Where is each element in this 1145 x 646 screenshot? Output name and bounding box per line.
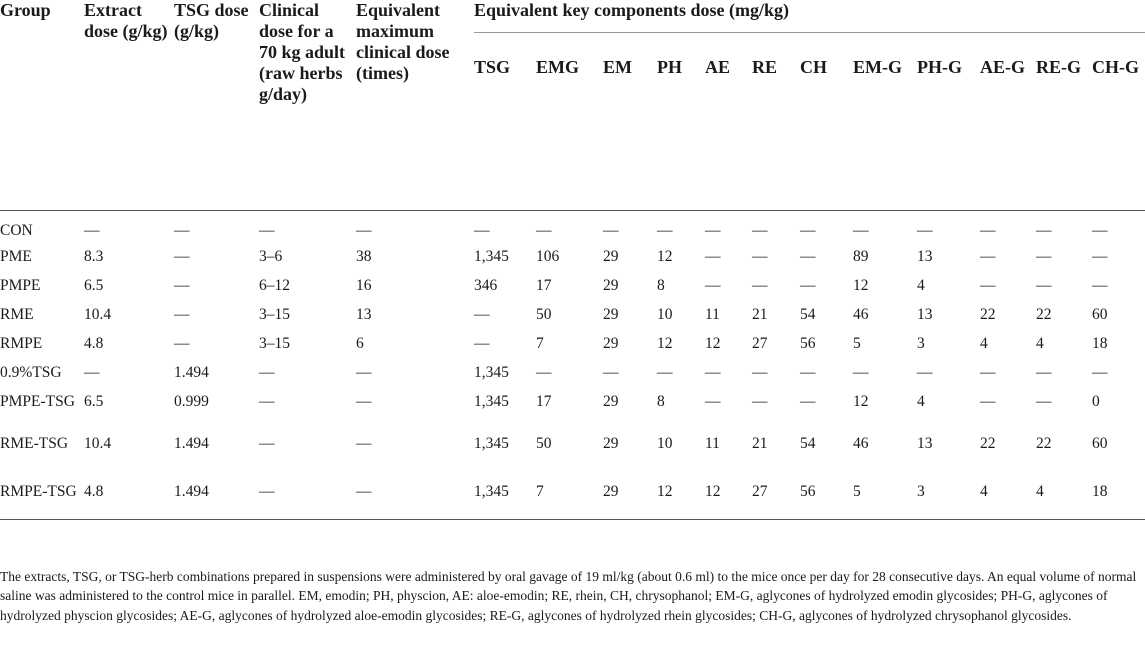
table-cell: 29 [603, 305, 619, 323]
table-cell: — [536, 221, 552, 239]
table-cell: 29 [603, 392, 619, 410]
header-clinical-dose: Clinical dose for a 70 kg adult (raw herbs g/day) [259, 0, 356, 210]
table-cell: 18 [1092, 476, 1145, 520]
table-cell: — [1092, 221, 1108, 239]
table-cell: 38 [356, 247, 372, 265]
table-cell: 5 [853, 334, 861, 352]
table-cell: 4 [1036, 334, 1044, 352]
table-cell: — [853, 363, 869, 381]
table-cell: 50 [536, 305, 552, 323]
table-cell: 13 [356, 305, 372, 323]
table-cell: 7 [536, 334, 544, 352]
table-cell: 60 [1092, 434, 1108, 452]
row-group-cell: RMPE-TSG [0, 476, 84, 520]
table-cell: — [1092, 363, 1108, 381]
header-component-ae: AE [705, 32, 752, 210]
table-cell: — [356, 221, 372, 239]
table-cell: 29 [603, 434, 619, 452]
table-cell: 1.494 [174, 476, 259, 520]
table-row [0, 210, 1145, 241]
table-cell: 4 [980, 476, 1036, 520]
table-cell: — [84, 221, 100, 239]
table-cell: 22 [980, 305, 996, 323]
table-cell: 1.494 [174, 434, 209, 452]
table-cell: 11 [705, 434, 720, 452]
header-component-ph-g: PH-G [917, 32, 980, 210]
header-component-tsg: TSG [474, 32, 536, 210]
table-cell: 50 [536, 434, 552, 452]
row-group-cell: PMPE [0, 276, 41, 294]
table-cell: — [259, 363, 275, 381]
table-cell: — [752, 392, 768, 410]
table-cell: 27 [752, 334, 768, 352]
header-tsg-dose: TSG dose (g/kg) [174, 0, 259, 210]
table-cell: 13 [917, 247, 933, 265]
table-cell: — [980, 363, 996, 381]
table-cell: — [752, 276, 768, 294]
table-cell: 22 [980, 434, 996, 452]
table-cell: 10.4 [84, 305, 112, 323]
table-cell: — [800, 221, 816, 239]
table-cell: 60 [1092, 305, 1108, 323]
row-group-cell: RME [0, 305, 34, 323]
table-cell: — [1092, 276, 1108, 294]
row-group-cell: PMPE-TSG [0, 392, 75, 410]
table-cell: — [474, 334, 490, 352]
table-cell: 56 [800, 334, 816, 352]
table-cell: 29 [603, 476, 657, 520]
table-row [0, 299, 1145, 328]
table-cell: 10 [657, 434, 673, 452]
table-cell: — [356, 476, 474, 520]
table-cell: 12 [705, 334, 721, 352]
header-component-em: EM [603, 32, 657, 210]
table-cell: — [980, 276, 996, 294]
header-component-ch: CH [800, 32, 853, 210]
table-cell: — [752, 363, 768, 381]
table-cell: 3 [917, 334, 925, 352]
table-cell: 4 [980, 334, 988, 352]
table-cell: 46 [853, 305, 869, 323]
table-cell: 8 [657, 276, 665, 294]
table-cell: — [174, 305, 190, 323]
table-cell: 106 [536, 247, 560, 265]
table-cell: 7 [536, 476, 603, 520]
table-cell: — [174, 221, 190, 239]
table-cell: — [603, 363, 619, 381]
table-cell: — [752, 221, 768, 239]
table-cell: 27 [752, 476, 800, 520]
table-cell: — [356, 363, 372, 381]
table-cell: 12 [657, 334, 673, 352]
table-cell: — [259, 221, 275, 239]
table-cell: — [259, 392, 275, 410]
table-cell: — [356, 434, 372, 452]
table-cell: 1,345 [474, 247, 509, 265]
table-cell: 3–15 [259, 305, 290, 323]
header-component-ch-g: CH-G [1092, 32, 1145, 210]
table-cell: 4.8 [84, 476, 174, 520]
table-cell: — [356, 392, 372, 410]
table-row [0, 270, 1145, 299]
header-group: Group [0, 0, 84, 210]
table-cell: 1,345 [474, 434, 509, 452]
table-cell: — [1092, 247, 1108, 265]
table-cell: 13 [917, 305, 933, 323]
table-cell: 10.4 [84, 434, 112, 452]
table-cell: — [853, 221, 869, 239]
table-cell: 8.3 [84, 247, 104, 265]
table-cell: — [536, 363, 552, 381]
table-cell: — [800, 247, 816, 265]
table-cell: — [84, 363, 100, 381]
table-cell: 5 [853, 476, 917, 520]
header-component-re: RE [752, 32, 800, 210]
table-cell: — [705, 363, 721, 381]
table-cell: — [657, 363, 673, 381]
table-cell: 3 [917, 476, 980, 520]
table-cell: 12 [657, 476, 705, 520]
table-cell: 54 [800, 434, 816, 452]
table-cell: — [917, 221, 933, 239]
table-cell: — [800, 363, 816, 381]
table-cell: 22 [1036, 434, 1052, 452]
table-cell: — [174, 276, 190, 294]
table-cell: 56 [800, 476, 853, 520]
table-cell: — [259, 434, 275, 452]
table-cell: 29 [603, 334, 619, 352]
table-cell: 46 [853, 434, 869, 452]
header-component-emg: EMG [536, 32, 603, 210]
row-group-cell: 0.9%TSG [0, 363, 62, 381]
table-cell: — [800, 276, 816, 294]
table-cell: — [1036, 392, 1052, 410]
table-cell: — [980, 392, 996, 410]
table-cell: 3–15 [259, 334, 290, 352]
table-cell: 12 [657, 247, 673, 265]
table-cell: — [752, 247, 768, 265]
table-cell: 1,345 [474, 476, 536, 520]
table-row [0, 241, 1145, 270]
table-row [0, 357, 1145, 386]
table-cell: 22 [1036, 305, 1052, 323]
table-cell: 1.494 [174, 363, 209, 381]
table-cell: — [705, 247, 721, 265]
table-cell: — [917, 363, 933, 381]
header-equivalent-max-dose: Equivalent maximum clinical dose (times) [356, 0, 474, 210]
table-cell: — [603, 221, 619, 239]
header-component-em-g: EM-G [853, 32, 917, 210]
table-cell: 12 [853, 276, 869, 294]
table-cell: 54 [800, 305, 816, 323]
table-cell: 4 [1036, 476, 1092, 520]
table-cell: 13 [917, 434, 933, 452]
header-extract-dose: Extract dose (g/kg) [84, 0, 174, 210]
table-cell: 6.5 [84, 392, 104, 410]
table-cell: — [1036, 247, 1052, 265]
table-cell: 16 [356, 276, 372, 294]
table-cell: 346 [474, 276, 498, 294]
table-row [0, 476, 1145, 520]
row-group-cell: CON [0, 221, 33, 239]
row-group-cell: PME [0, 247, 32, 265]
table-cell: 11 [705, 305, 720, 323]
table-cell: — [174, 247, 190, 265]
table-cell: 1,345 [474, 392, 509, 410]
table-cell: 4 [917, 392, 925, 410]
table-row [0, 328, 1145, 357]
table-cell: — [657, 221, 673, 239]
row-group-cell: RME-TSG [0, 434, 69, 452]
table-row [0, 386, 1145, 428]
table-cell: — [1036, 363, 1052, 381]
table-cell: 1,345 [474, 363, 509, 381]
table-cell: — [800, 392, 816, 410]
table-cell: 4.8 [84, 334, 104, 352]
table-cell: 89 [853, 247, 869, 265]
table-cell: 6 [356, 334, 364, 352]
table-cell: 0.999 [174, 392, 209, 410]
table-cell: 3–6 [259, 247, 283, 265]
table-cell: — [705, 392, 721, 410]
table-cell: — [174, 334, 190, 352]
table-cell: 17 [536, 392, 552, 410]
table-cell: — [474, 221, 490, 239]
table-cell: — [705, 221, 721, 239]
table-footnote: The extracts, TSG, or TSG-herb combinations prepared in suspensions were administered by oral gavage of 19 ml/kg (about 0.6 ml) to the mice once per day for 28 consecutive days. An equal volume of normal saline was administered to the control mice in parallel. EM, emodin; PH, physcion, AE: aloe-emodin; RE, rhein, CH, chrysophanol; EM-G, aglycones of hydrolyzed emodin glycosides; PH-G, aglycones of hydrolyzed physcion glycosides; AE-G, aglycones of hydrolyzed aloe-emodin glycosides; RE-G, aglycones of hydrolyzed rhein glycosides; CH-G, aglycones of hydrolyzed chrysophanol glycosides. [0, 569, 1137, 623]
table-cell: — [980, 247, 996, 265]
table-cell: 12 [705, 476, 752, 520]
table-row [0, 428, 1145, 476]
header-component-ae-g: AE-G [980, 32, 1036, 210]
table-cell: 6.5 [84, 276, 104, 294]
row-group-cell: RMPE [0, 334, 43, 352]
table-cell: 12 [853, 392, 869, 410]
table-cell: — [1036, 221, 1052, 239]
table-cell: 10 [657, 305, 673, 323]
table-cell: — [980, 221, 996, 239]
table-cell: 21 [752, 305, 768, 323]
table-cell: 17 [536, 276, 552, 294]
table-cell: 18 [1092, 334, 1108, 352]
header-span-components: Equivalent key components dose (mg/kg) [474, 0, 790, 20]
header-component-ph: PH [657, 32, 705, 210]
table-cell: 8 [657, 392, 665, 410]
table-cell: — [259, 476, 356, 520]
table-cell: 0 [1092, 392, 1100, 410]
table-cell: 29 [603, 247, 619, 265]
table-cell: 21 [752, 434, 768, 452]
table-cell: 6–12 [259, 276, 290, 294]
header-component-re-g: RE-G [1036, 32, 1092, 210]
table-cell: 4 [917, 276, 925, 294]
table-cell: — [474, 305, 490, 323]
table-cell: 29 [603, 276, 619, 294]
table-cell: — [705, 276, 721, 294]
table-body [0, 210, 1145, 520]
table-cell: — [1036, 276, 1052, 294]
